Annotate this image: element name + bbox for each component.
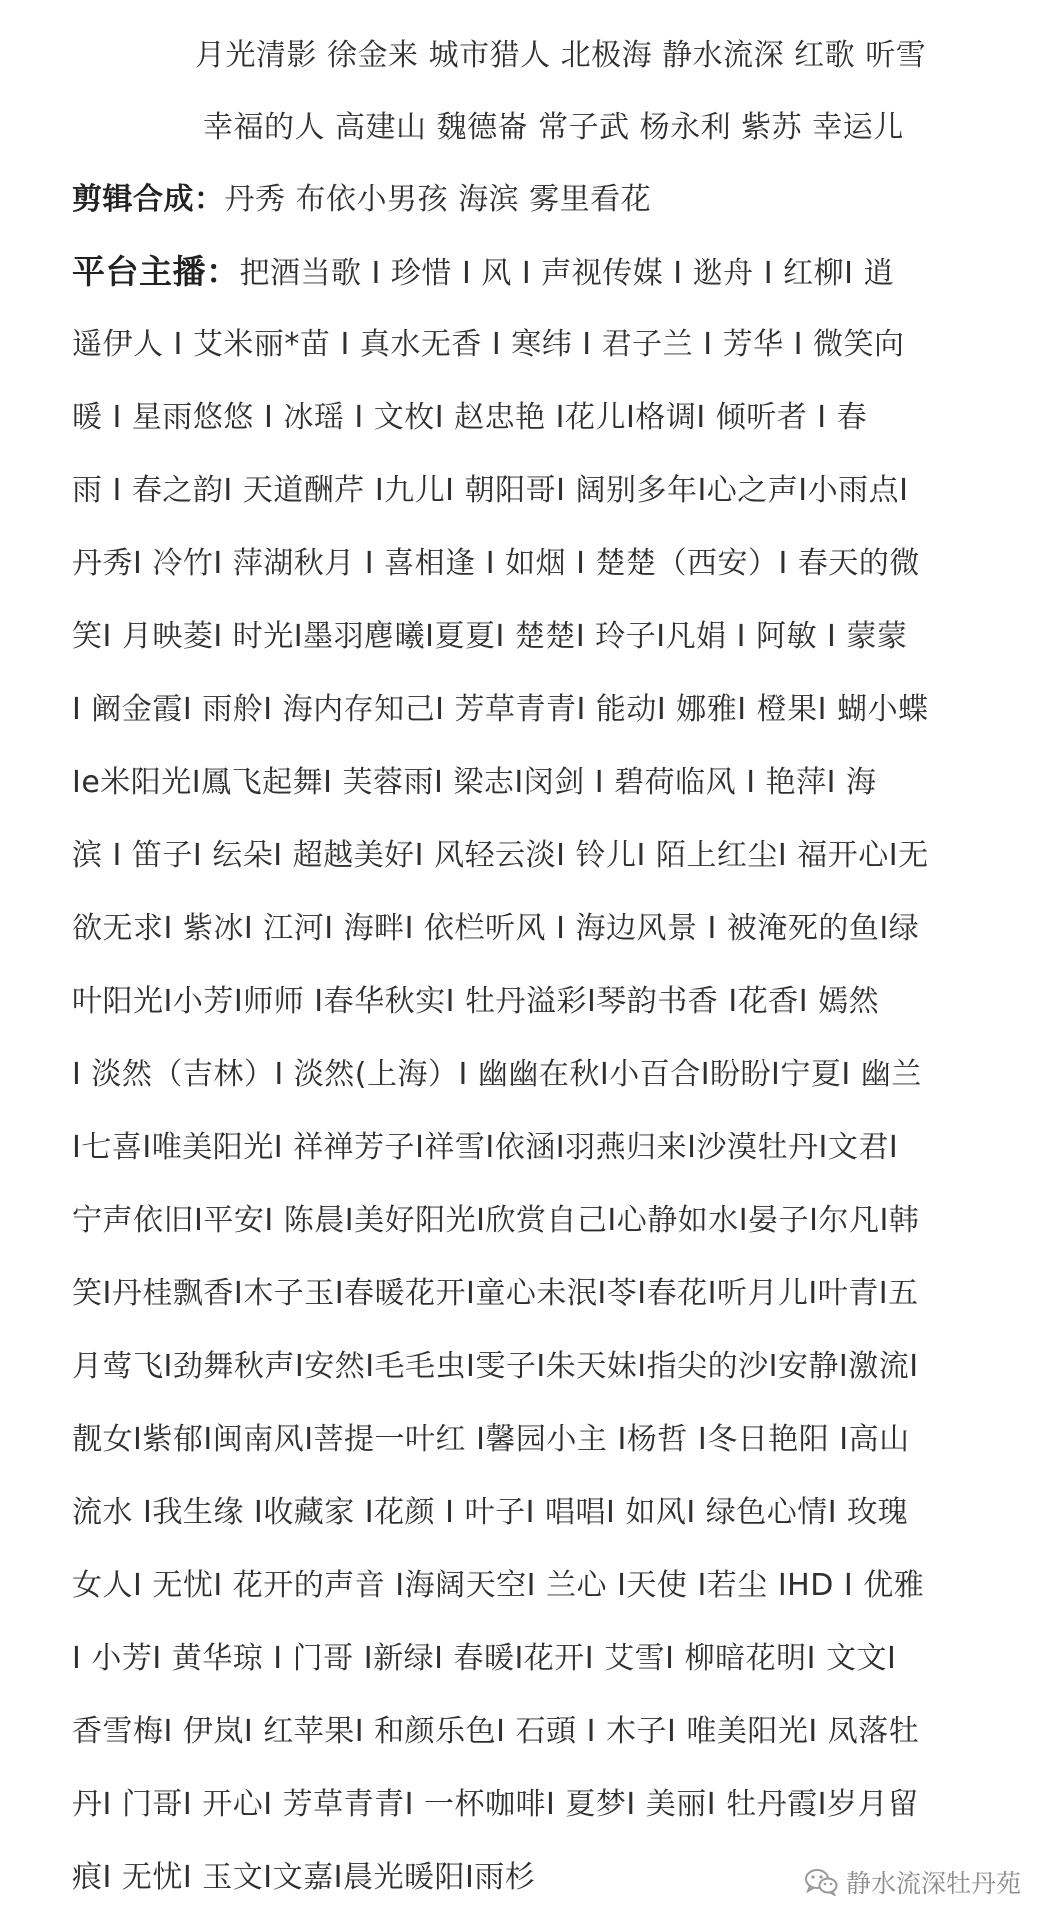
- hosts-names-first: 把酒当歌 I 珍惜 I 风 I 声视传媒 I 逖舟 I 红柳I 逍: [239, 256, 894, 291]
- hosts-line: 痕I 无忧I 玉文I文嘉I晨光暖阳I雨杉: [72, 1860, 536, 1895]
- hosts-line: 月莺飞I劲舞秋声I安然I毛毛虫I雯子I朱天妹I指尖的沙I安静I激流I: [72, 1349, 919, 1384]
- hosts-line: 流水 I我生缘 I收藏家 I花颜 I 叶子I 唱唱I 如风I 绿色心情I 玫瑰: [72, 1495, 909, 1530]
- hosts-line: 遥伊人 I 艾米丽*苗 I 真水无香 I 寒纬 I 君子兰 I 芳华 I 微笑向: [72, 327, 905, 362]
- hosts-line: I 阚金霞I 雨舲I 海内存知己I 芳草青青I 能动I 娜雅I 橙果I 蝴小蝶: [72, 692, 929, 727]
- hosts-line: 雨 I 春之韵I 天道酬芹 I九儿I 朝阳哥I 阔别多年I心之声I小雨点I: [72, 473, 909, 508]
- hosts-line: 宁声依旧I平安I 陈晨I美好阳光I欣赏自己I心静如水I晏子I尔凡I韩: [72, 1203, 920, 1238]
- hosts-line: 笑I丹桂飘香I木子玉I春暖花开I童心未泯I苓I春花I听月儿I叶青I五: [72, 1276, 919, 1311]
- hosts-line: 欲无求I 紫冰I 江河I 海畔I 依栏听风 I 海边风景 I 被淹死的鱼I绿: [72, 911, 920, 946]
- hosts-line: 香雪梅I 伊岚I 红苹果I 和颜乐色I 石頭 I 木子I 唯美阳光I 凤落牡: [72, 1714, 920, 1749]
- wechat-watermark: [804, 1864, 1021, 1900]
- hosts-line: 暖 I 星雨悠悠 I 冰瑶 I 文枚I 赵忠艳 I花儿I格调I 倾听者 I 春: [72, 400, 868, 435]
- hosts-line: 笑I 月映菱I 时光I墨羽麀曦I夏夏I 楚楚I 玲子I凡娟 I 阿敏 I 蒙蒙: [72, 619, 908, 654]
- editing-label: 剪辑合成：: [72, 182, 225, 217]
- editing-names: 丹秀 布依小男孩 海滨 雾里看花: [224, 182, 652, 217]
- hosts-line: 丹秀I 冷竹I 萍湖秋月 I 喜相逢 I 如烟 I 楚楚（西安）I 春天的微: [72, 546, 920, 581]
- watermark-text: 静水流深牡丹苑: [845, 1869, 1021, 1898]
- hosts-line: I七喜I唯美阳光I 祥禅芳子I祥雪I依涵I羽燕归来I沙漠牡丹I文君I: [72, 1130, 899, 1165]
- hosts-line: 叶阳光I小芳I师师 I春华秋实I 牡丹溢彩I琴韵书香 I花香I 嫣然: [72, 984, 880, 1019]
- credits-line-1: 月光清影 徐金来 城市猎人 北极海 静水流深 红歌 听雪: [195, 38, 927, 73]
- wechat-icon: [804, 1868, 838, 1896]
- hosts-line: Ie米阳光I鳳飞起舞I 芙蓉雨I 梁志I闵剑 I 碧荷临风 I 艳萍I 海: [72, 765, 877, 800]
- hosts-line: 丹I 门哥I 开心I 芳草青青I 一杯咖啡I 夏梦I 美丽I 牡丹霞I岁月留: [72, 1787, 919, 1822]
- hosts-label: 平台主播：: [72, 252, 240, 291]
- hosts-line: I 小芳I 黄华琼 I 门哥 I新绿I 春暖I花开I 艾雪I 柳暗花明I 文文I: [72, 1641, 897, 1676]
- hosts-line: 靓女I紫郁I闽南风I菩提一叶红 I馨园小主 I杨哲 I冬日艳阳 I高山: [72, 1422, 910, 1457]
- hosts-line: I 淡然（吉林）I 淡然(上海）I 幽幽在秋I小百合I盼盼I宁夏I 幽兰: [72, 1057, 922, 1092]
- hosts-credits-first-line: [72, 252, 894, 294]
- credits-line-2: 幸福的人 高建山 魏德崙 常子武 杨永利 紫苏 幸运儿: [203, 110, 904, 145]
- editing-credits: [72, 180, 651, 220]
- hosts-line: 女人I 无忧I 花开的声音 I海阔天空I 兰心 I天使 I若尘 IHD I 优雅: [72, 1568, 925, 1603]
- hosts-line: 滨 I 笛子I 纭朵I 超越美好I 风轻云淡I 铃儿I 陌上红尘I 福开心I无: [72, 838, 929, 873]
